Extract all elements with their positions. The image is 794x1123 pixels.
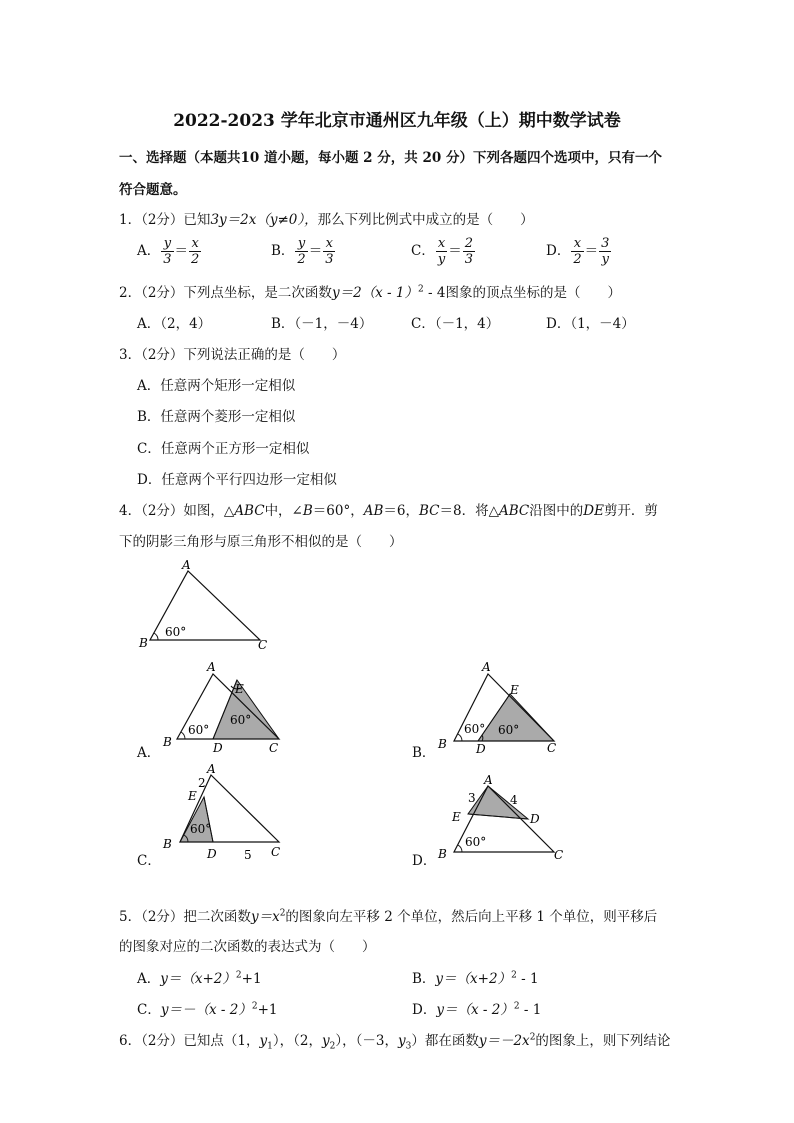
svg-text:D: D [476, 742, 486, 756]
q3-option-c[interactable]: C．任意两个正方形一定相似 [137, 441, 310, 457]
q4-option-d-label[interactable]: D． [412, 853, 437, 869]
svg-text:60°: 60° [190, 822, 212, 836]
svg-text:D: D [213, 741, 223, 755]
label-a: A [182, 558, 191, 572]
q4-main-triangle-figure [130, 555, 280, 655]
svg-text:C: C [554, 848, 564, 862]
svg-text:B: B [438, 847, 447, 861]
svg-text:B: B [163, 837, 172, 851]
svg-text:D: D [530, 812, 540, 826]
q4-stem-line1: 4．（2分）如图，△ABC中，∠B＝60°，AB＝6，BC＝8．将△ABC沿图中的DE剪开．剪 [119, 503, 658, 519]
q4-option-b-label[interactable]: B． [412, 745, 436, 761]
svg-text:60°: 60° [498, 723, 520, 737]
q1-option-a[interactable]: A． $\frac{y}{3}$ ＝ $\frac{x}{2}$ [137, 236, 200, 267]
page-title: 2022-2023 学年北京市通州区九年级（上）期中数学试卷 [173, 111, 621, 131]
svg-text:C: C [269, 741, 279, 755]
svg-text:60°: 60° [188, 723, 210, 737]
q4-option-a-figure[interactable] [155, 658, 295, 758]
svg-text:60°: 60° [464, 722, 486, 736]
q3-option-d[interactable]: D．任意两个平行四边形一定相似 [137, 472, 337, 488]
svg-text:3: 3 [468, 791, 476, 805]
q2-option-b[interactable]: B．（－1，－4） [271, 316, 373, 332]
q4-option-a-label[interactable]: A． [137, 745, 161, 761]
q1-stem: 1．（2分）已知3y＝2x（y≠0），那么下列比例式中成立的是（ ） [119, 212, 534, 228]
q2-stem: 2．（2分）下列点坐标，是二次函数y＝2（x - 1）$^2$ - 4图象的顶点坐标的是（ ） [119, 284, 621, 301]
svg-text:4: 4 [510, 793, 518, 807]
q2-option-d[interactable]: D．（1，－4） [546, 316, 635, 332]
q5-option-a[interactable]: A．$y=(x+2)^2+1$ [137, 970, 262, 987]
svg-text:A: A [207, 660, 216, 674]
svg-text:60°: 60° [465, 835, 487, 849]
label-c: C [258, 638, 268, 652]
svg-text:B: B [438, 737, 447, 751]
q4-option-b-figure[interactable] [430, 658, 570, 758]
q5-stem-line1: 5．（2分）把二次函数$y=x^2$的图象向左平移 2 个单位，然后向上平移 1 个单位，则平移后 [119, 908, 658, 925]
svg-text:E: E [510, 683, 519, 697]
svg-text:E: E [235, 682, 244, 696]
svg-text:E: E [188, 789, 197, 803]
svg-text:5: 5 [244, 848, 252, 862]
q1-option-b[interactable]: B． $\frac{y}{2}$ ＝ $\frac{x}{3}$ [271, 236, 334, 267]
q5-stem-line2: 的图象对应的二次函数的表达式为（ ） [119, 939, 376, 955]
q3-option-a[interactable]: A．任意两个矩形一定相似 [137, 378, 296, 394]
q4-stem-line2: 下的阴影三角形与原三角形不相似的是（ ） [119, 534, 403, 550]
q5-option-d[interactable]: D．y＝（x - 2）$^2$ - 1 [412, 1001, 542, 1018]
q5-option-c[interactable]: C．y＝－（x - 2）$^2$+1 [137, 1001, 278, 1018]
angle-label: 60° [165, 625, 187, 639]
label-b: B [139, 636, 148, 650]
section-heading-line1: 一、选择题（本题共10 道小题，每小题 2 分，共 20 分）下列各题四个选项中，只有一个 [119, 150, 662, 166]
section-heading-line2: 符合题意。 [119, 182, 187, 198]
svg-text:C: C [547, 741, 557, 755]
svg-text:60°: 60° [230, 713, 252, 727]
svg-text:2: 2 [198, 776, 206, 790]
q4-option-c-label[interactable]: C． [137, 853, 161, 869]
q2-option-a[interactable]: A．（2，4） [137, 316, 212, 332]
q2-option-c[interactable]: C．（－1，4） [411, 316, 500, 332]
svg-text:A: A [207, 762, 216, 776]
q3-stem: 3．（2分）下列说法正确的是（ ） [119, 347, 346, 363]
q3-option-b[interactable]: B．任意两个菱形一定相似 [137, 409, 296, 425]
q6-stem: 6．（2分）已知点（1，$y_1$），（2，$y_2$），（－3，$y_3$）都在函数$y=-2x^2$的图象上，则下列结论 [119, 1032, 671, 1052]
svg-text:D: D [207, 847, 217, 861]
q4-option-c-figure[interactable] [155, 762, 295, 862]
svg-text:C: C [271, 845, 281, 859]
q4-option-d-figure[interactable] [430, 762, 570, 862]
svg-text:A: A [482, 660, 491, 674]
q1-option-c[interactable]: C． $\frac{x}{y}$ ＝ $\frac{2}{3}$ [411, 236, 473, 267]
svg-text:A: A [484, 773, 493, 787]
svg-text:E: E [452, 810, 461, 824]
q5-option-b[interactable]: B．$y=(x+2)^2 - 1$ [412, 970, 539, 987]
svg-text:B: B [163, 735, 172, 749]
q1-option-d[interactable]: D． $\frac{x}{2}$ ＝ $\frac{3}{y}$ [546, 236, 610, 267]
